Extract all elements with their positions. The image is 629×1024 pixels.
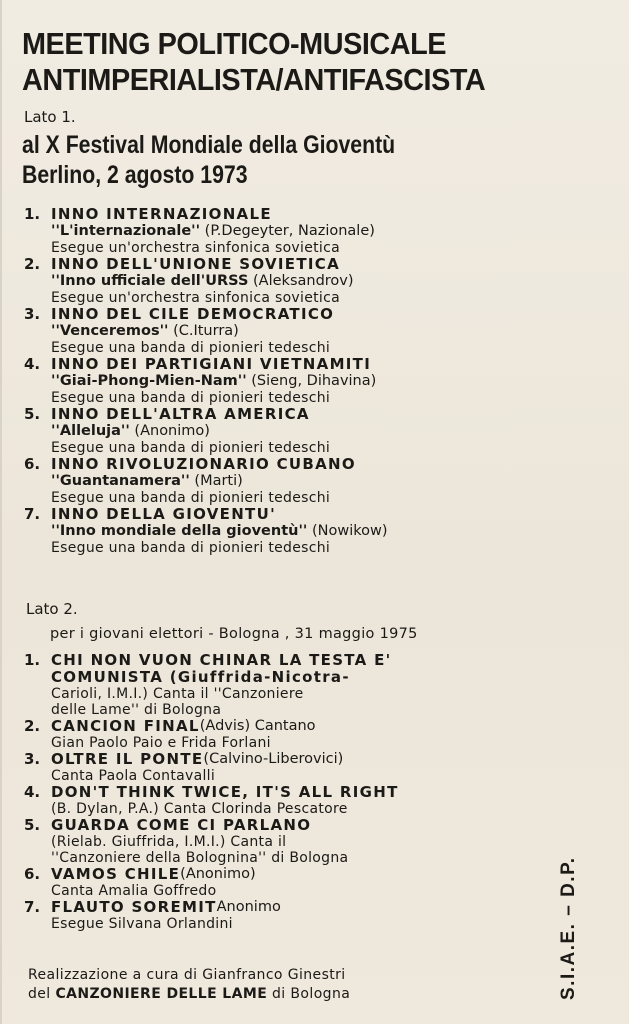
track-detail: (B. Dylan, P.A.) Canta Clorinda Pescatore — [51, 801, 348, 817]
credit-line-2 — [28, 985, 350, 1004]
track-list-item — [24, 406, 544, 456]
track-performer: Esegue una banda di pionieri tedeschi — [51, 490, 331, 506]
track-song — [51, 323, 544, 340]
track-credit: (Marti) — [189, 473, 243, 489]
track-number: 1. — [24, 205, 41, 223]
rights-notice: S.I.A.E. – D.P. — [558, 856, 579, 1000]
track-performer: Esegue una banda di pionieri tedeschi — [51, 540, 331, 556]
track-number: 3. — [24, 750, 41, 768]
track-number: 7. — [24, 505, 41, 523]
track-number: 2. — [24, 255, 41, 273]
track-song-name: ''Alleluja'' — [51, 423, 130, 439]
track-song — [51, 523, 544, 540]
track-detail: (Rielab. Giuffrida, I.M.I.) Canta il — [51, 834, 287, 850]
side-1-tracklist — [24, 206, 544, 556]
track-song — [51, 223, 544, 240]
track-song — [51, 373, 544, 390]
track-song — [51, 473, 544, 490]
track-title: INNO DELL'UNIONE SOVIETICA — [51, 255, 340, 273]
credit-line-1: Realizzazione a cura di Gianfranco Ginestri — [28, 967, 346, 983]
track-title: FLAUTO SOREMIT — [51, 898, 217, 916]
track-list-item — [24, 206, 544, 256]
track-credit: (Aleksandrov) — [248, 273, 354, 289]
track-credit: (Nowikow) — [307, 523, 388, 539]
track-performer: Esegue un'orchestra sinfonica sovietica — [51, 240, 340, 256]
track-performer: Esegue una banda di pionieri tedeschi — [51, 390, 331, 406]
track-title: GUARDA COME CI PARLANO — [51, 816, 312, 834]
track-song-name: ''Giai-Phong-Mien-Nam'' — [51, 373, 247, 389]
credit-line-2-prefix: del — [28, 986, 56, 1002]
main-title — [22, 26, 485, 98]
track-inline-detail: Anonimo — [216, 899, 281, 915]
side-2-occasion: per i giovani elettori - Bologna , 31 maggio 1975 — [50, 626, 418, 642]
track-detail: delle Lame'' di Bologna — [51, 702, 222, 718]
track-credit: (Anonimo) — [129, 423, 210, 439]
side-1-label: Lato 1. — [24, 108, 76, 126]
credit-line-2-group: CANZONIERE DELLE LAME — [55, 986, 268, 1002]
track-song — [51, 273, 544, 290]
track-title: INNO DELLA GIOVENTU' — [51, 505, 276, 523]
track-title: CANCION FINAL — [51, 717, 200, 735]
track-title: DON'T THINK TWICE, IT'S ALL RIGHT — [51, 783, 399, 801]
side-1-event-line-2: Berlino, 2 agosto 1973 — [22, 161, 248, 189]
track-song-name: ''Inno ufficiale dell'URSS — [51, 273, 249, 289]
track-list-item — [24, 652, 544, 718]
track-detail: ''Canzoniere della Bolognina'' di Bologna — [51, 850, 349, 866]
track-credit: (C.Iturra) — [168, 323, 239, 339]
track-title: OLTRE IL PONTE — [51, 750, 204, 768]
track-inline-detail: (Advis) Cantano — [199, 718, 316, 734]
track-number: 6. — [24, 865, 41, 883]
track-list-item — [24, 899, 544, 932]
track-number: 4. — [24, 355, 41, 373]
track-list-item — [24, 456, 544, 506]
track-number: 5. — [24, 405, 41, 423]
track-list-item — [24, 718, 544, 751]
side-1-event — [22, 130, 395, 190]
track-number: 1. — [24, 651, 41, 669]
side-2-label: Lato 2. — [26, 600, 78, 618]
track-song-name: ''Guantanamera'' — [51, 473, 190, 489]
track-detail: COMUNISTA (Giuffrida-Nicotra- — [51, 668, 350, 686]
track-number: 7. — [24, 898, 41, 916]
side-2-tracklist — [24, 652, 544, 932]
track-detail: Canta Paola Contavalli — [51, 768, 216, 784]
track-number: 3. — [24, 305, 41, 323]
production-credit — [28, 966, 350, 1004]
track-title: INNO DEL CILE DEMOCRATICO — [51, 305, 335, 323]
title-line-2: ANTIMPERIALISTA/ANTIFASCISTA — [22, 62, 486, 97]
track-list-item — [24, 751, 544, 784]
track-number: 5. — [24, 816, 41, 834]
track-list-item — [24, 506, 544, 556]
track-title: CHI NON VUON CHINAR LA TESTA E' — [51, 651, 392, 669]
track-performer: Esegue una banda di pionieri tedeschi — [51, 440, 331, 456]
track-title: VAMOS CHILE — [51, 865, 181, 883]
track-inline-detail: (Anonimo) — [180, 866, 256, 882]
track-title: INNO RIVOLUZIONARIO CUBANO — [51, 455, 356, 473]
credit-line-2-suffix: di Bologna — [267, 986, 351, 1002]
track-inline-detail: (Calvino-Liberovici) — [203, 751, 344, 767]
track-song-name: ''Venceremos'' — [51, 323, 169, 339]
track-performer: Esegue un'orchestra sinfonica sovietica — [51, 290, 340, 306]
track-list-item — [24, 256, 544, 306]
side-1-event-line-1: al X Festival Mondiale della Gioventù — [22, 131, 396, 159]
track-list-item — [24, 356, 544, 406]
track-credit: (Sieng, Dihavina) — [246, 373, 377, 389]
track-list-item — [24, 306, 544, 356]
track-list-item — [24, 817, 544, 866]
track-number: 6. — [24, 455, 41, 473]
track-detail: Carioli, I.M.I.) Canta il ''Canzoniere — [51, 686, 304, 702]
track-title: INNO DELL'ALTRA AMERICA — [51, 405, 310, 423]
track-detail: Canta Amalia Goffredo — [51, 883, 217, 899]
track-detail: Esegue Silvana Orlandini — [51, 916, 233, 932]
track-song — [51, 423, 544, 440]
track-song-name: ''Inno mondiale della gioventù'' — [51, 523, 308, 539]
track-title: INNO INTERNAZIONALE — [51, 205, 272, 223]
track-song-name: ''L'internazionale'' — [51, 223, 201, 239]
track-number: 2. — [24, 717, 41, 735]
track-list-item — [24, 784, 544, 817]
track-number: 4. — [24, 783, 41, 801]
track-detail: Gian Paolo Paio e Frida Forlani — [51, 735, 271, 751]
title-line-1: MEETING POLITICO-MUSICALE — [22, 26, 447, 61]
track-credit: (P.Degeyter, Nazionale) — [200, 223, 375, 239]
track-list-item — [24, 866, 544, 899]
track-title: INNO DEI PARTIGIANI VIETNAMITI — [51, 355, 372, 373]
track-performer: Esegue una banda di pionieri tedeschi — [51, 340, 331, 356]
